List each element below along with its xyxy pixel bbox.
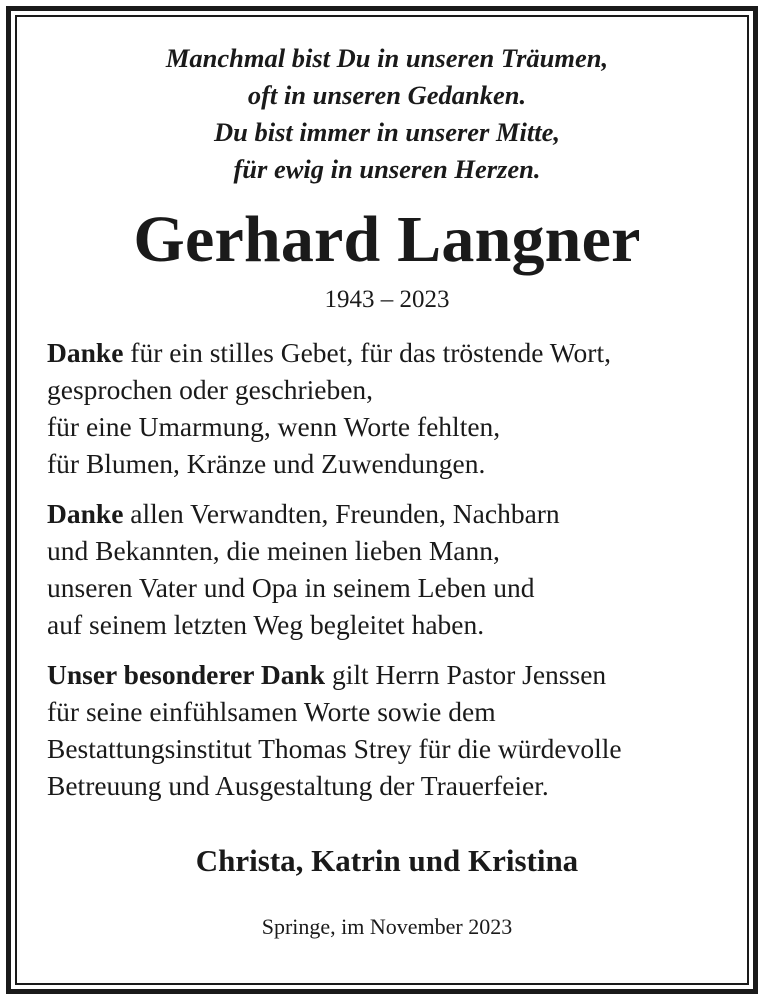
thanks-paragraph — [47, 334, 727, 482]
paragraph-line: für Blumen, Kränze und Zuwendungen. — [47, 448, 486, 479]
signers: Christa, Katrin und Kristina — [195, 843, 579, 878]
poem-line: Manchmal bist Du in unseren Träumen, — [165, 43, 609, 73]
paragraph-line: auf seinem letzten Weg begleitet haben. — [47, 609, 485, 640]
paragraph-text: allen Verwandten, Freunden, Nachbarn — [123, 498, 560, 529]
poem-line: für ewig in unseren Herzen. — [233, 154, 541, 184]
memorial-poem — [47, 40, 727, 188]
obituary-notice — [47, 40, 727, 941]
paragraph-line — [47, 334, 727, 371]
thanks-paragraph — [47, 495, 727, 643]
thanks-lead: Danke — [47, 498, 124, 529]
place-and-date: Springe, im November 2023 — [261, 914, 513, 939]
paragraph-line: für eine Umarmung, wenn Worte fehlten, — [47, 411, 501, 442]
paragraph-line: gesprochen oder geschrieben, — [47, 374, 374, 405]
thanks-section — [47, 334, 727, 804]
thanks-paragraph — [47, 656, 727, 804]
paragraph-line: für seine einfühlsamen Worte sowie dem — [47, 696, 496, 727]
poem-line: oft in unseren Gedanken. — [247, 80, 527, 110]
paragraph-line: und Bekannten, die meinen lieben Mann, — [47, 535, 500, 566]
life-years: 1943 – 2023 — [324, 286, 450, 313]
thanks-lead: Unser besonderer Dank — [47, 659, 326, 690]
paragraph-line: Bestattungsinstitut Thomas Strey für die würdevolle — [47, 733, 622, 764]
poem-line: Du bist immer in unserer Mitte, — [213, 117, 561, 147]
paragraph-text: für ein stilles Gebet, für das tröstende Wort, — [123, 337, 611, 368]
paragraph-line — [47, 495, 727, 532]
deceased-name: Gerhard Langner — [133, 203, 641, 276]
thanks-lead: Danke — [47, 337, 124, 368]
paragraph-line: unseren Vater und Opa in seinem Leben und — [47, 572, 535, 603]
paragraph-line: Betreuung und Ausgestaltung der Trauerfeier. — [47, 770, 549, 801]
paragraph-line — [47, 656, 727, 693]
paragraph-text: gilt Herrn Pastor Jenssen — [325, 659, 607, 690]
